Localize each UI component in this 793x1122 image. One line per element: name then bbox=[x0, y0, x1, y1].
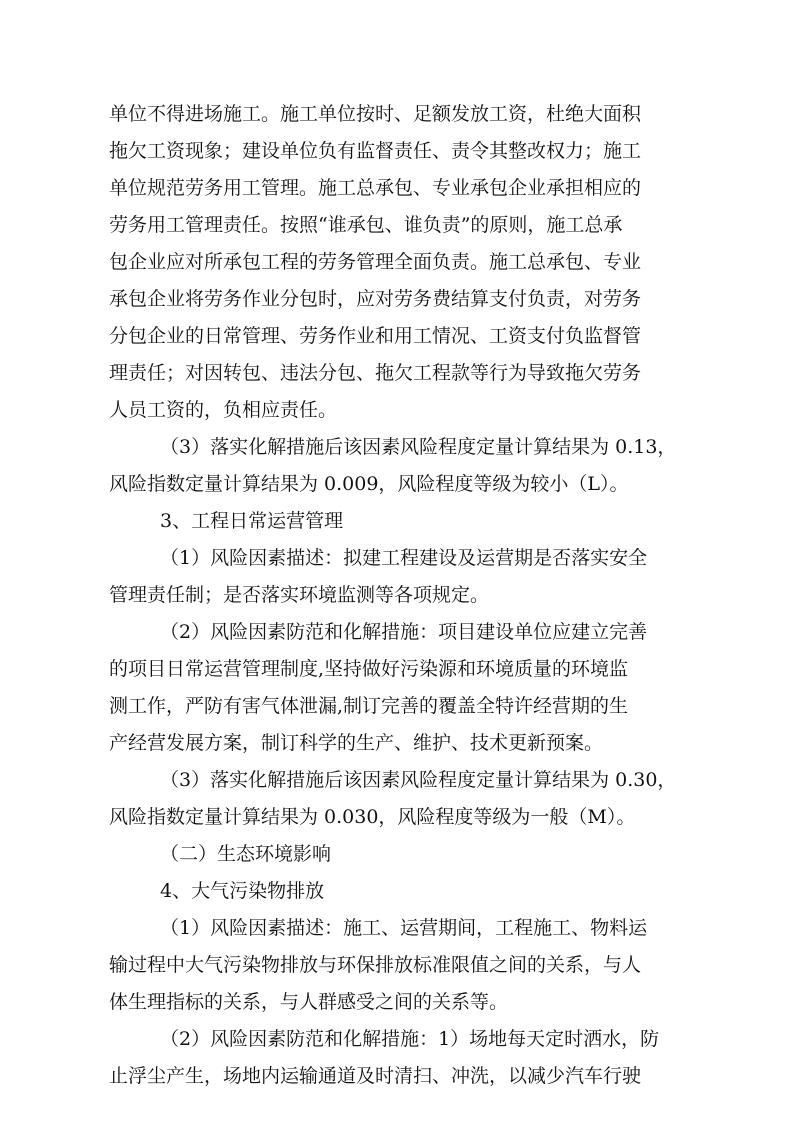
section-heading: 3、工程日常运营管理 bbox=[160, 510, 344, 532]
paragraph-line: 体生理指标的关系，与人群感受之间的关系等。 bbox=[109, 991, 509, 1013]
paragraph-line: 止浮尘产生，场地内运输通道及时清扫、冲洗，以减少汽车行驶 bbox=[109, 1065, 642, 1087]
paragraph-line: （3）落实化解措施后该因素风险程度定量计算结果为 0.30， bbox=[160, 769, 677, 791]
paragraph-line: 承包企业将劳务作业分包时，应对劳务费结算支付负责，对劳务 bbox=[109, 288, 642, 310]
paragraph-line: （1）风险因素描述：施工、运营期间，工程施工、物料运 bbox=[160, 917, 648, 939]
paragraph-line: 管理责任制；是否落实环境监测等各项规定。 bbox=[109, 584, 490, 606]
section-heading: （二）生态环境影响 bbox=[160, 843, 332, 865]
paragraph-line: 测工作，严防有害气体泄漏,制订完善的覆盖全特许经营期的生 bbox=[109, 695, 629, 717]
paragraph-line: 理责任；对因转包、违法分包、拖欠工程款等行为导致拖欠劳务 bbox=[109, 362, 642, 384]
paragraph-line: 拖欠工资现象；建设单位负有监督责任、责令其整改权力；施工 bbox=[109, 140, 642, 162]
paragraph-line: 单位规范劳务用工管理。施工总承包、专业承包企业承担相应的 bbox=[109, 177, 642, 199]
paragraph-line: 分包企业的日常管理、劳务作业和用工情况、工资支付负监督管 bbox=[109, 325, 642, 347]
paragraph-line: 的项目日常运营管理制度,坚持做好污染源和环境质量的环境监 bbox=[109, 658, 629, 680]
paragraph-line: 劳务用工管理责任。按照“谁承包、谁负责”的原则，施工总承 bbox=[109, 214, 623, 236]
paragraph-line: 人员工资的，负相应责任。 bbox=[109, 399, 338, 421]
paragraph-line: 输过程中大气污染物排放与环保排放标准限值之间的关系，与人 bbox=[109, 954, 642, 976]
paragraph-line: 单位不得进场施工。施工单位按时、足额发放工资，杜绝大面积 bbox=[109, 103, 642, 125]
paragraph-line: （1）风险因素描述：拟建工程建设及运营期是否落实安全 bbox=[160, 547, 648, 569]
paragraph-line: （3）落实化解措施后该因素风险程度定量计算结果为 0.13， bbox=[160, 436, 677, 458]
section-heading: 4、大气污染物排放 bbox=[160, 880, 325, 902]
paragraph-line: （2）风险因素防范和化解措施：项目建设单位应建立完善 bbox=[160, 621, 648, 643]
paragraph-line: 风险指数定量计算结果为 0.009，风险程度等级为较小（L）。 bbox=[109, 473, 629, 495]
paragraph-line: 风险指数定量计算结果为 0.030，风险程度等级为一般（M）。 bbox=[109, 806, 636, 828]
paragraph-line: （2）风险因素防范和化解措施：1）场地每天定时洒水，防 bbox=[160, 1028, 660, 1050]
paragraph-line: 包企业应对所承包工程的劳务管理全面负责。施工总承包、专业 bbox=[109, 251, 642, 273]
paragraph-line: 产经营发展方案，制订科学的生产、维护、技术更新预案。 bbox=[109, 732, 604, 754]
